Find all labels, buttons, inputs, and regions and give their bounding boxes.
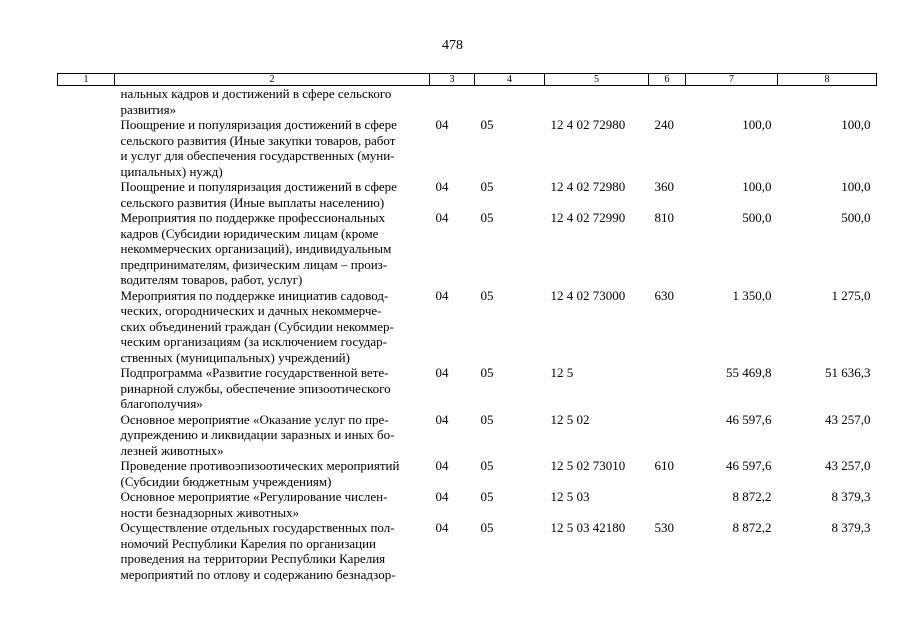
cell-amount-1: 8 872,2 bbox=[732, 520, 772, 535]
cell-subsection: 05 bbox=[480, 365, 494, 380]
cell-amount-2: 100,0 bbox=[841, 179, 871, 194]
cell-expense-type: 240 bbox=[654, 117, 674, 132]
cell-target-article: 12 5 02 bbox=[550, 411, 590, 427]
cell-expense-type bbox=[649, 365, 686, 412]
cell-amount-1: 1 350,0 bbox=[732, 287, 772, 303]
cell-description: Мероприятия по поддержке профессиональных кадров (Субсидии юридическим лицам (кроме некоммерческих организаций), индивидуальным предпринимателям, физическим лицам – произ- водителям товаров, работ, услуг) bbox=[120, 210, 392, 287]
cell-subsection: 05 bbox=[480, 117, 494, 132]
cell-description: Поощрение и популяризация достижений в сфере сельского развития (Иные закупки товаров, работ и услуг для обеспечения государственных (муни- ципальных) нужд) bbox=[120, 117, 397, 179]
cell-section: 04 bbox=[435, 287, 449, 303]
cell-target-article: 12 4 02 72980 bbox=[550, 117, 626, 132]
column-header-4: 4 bbox=[475, 74, 545, 86]
cell-target-article: 12 5 02 73010 bbox=[550, 458, 626, 473]
cell-target-article: 12 5 bbox=[550, 365, 574, 380]
cell-number bbox=[58, 117, 115, 179]
table-row bbox=[58, 489, 877, 520]
cell-description: Мероприятия по поддержке инициатив садовод- ческих, огороднических и дачных некоммерче- ских объединений граждан (Субсидии некоммер- ческим организациям (за исключением государ- ственных (муниципальных) учреждений) bbox=[120, 287, 394, 365]
cell-description: Осуществление отдельных государственных пол- номочий Республики Карелия по организации проведения на территории Республики Карелия мероприятий по отлову и содержанию безнадзор- bbox=[120, 520, 396, 582]
cell-subsection: 05 bbox=[480, 210, 494, 225]
table-row bbox=[58, 210, 877, 288]
cell-amount-2: 500,0 bbox=[841, 210, 871, 225]
column-header-8: 8 bbox=[778, 74, 877, 86]
cell-description: Основное мероприятие «Регулирование числен- ности безнадзорных животных» bbox=[120, 489, 388, 520]
cell-amount-2 bbox=[778, 86, 877, 118]
column-header-5: 5 bbox=[545, 74, 649, 86]
cell-expense-type bbox=[649, 489, 686, 520]
table-row bbox=[58, 365, 877, 412]
cell-amount-2: 8 379,3 bbox=[831, 520, 871, 535]
budget-table bbox=[57, 73, 877, 582]
cell-section: 04 bbox=[435, 117, 449, 132]
cell-amount-1: 55 469,8 bbox=[726, 365, 772, 380]
table-body bbox=[58, 86, 877, 583]
cell-expense-type: 630 bbox=[654, 287, 674, 303]
cell-number bbox=[58, 365, 115, 412]
cell-amount-2: 100,0 bbox=[841, 117, 871, 132]
cell-amount-2: 43 257,0 bbox=[825, 458, 871, 473]
cell-target-article: 12 4 02 73000 bbox=[550, 287, 626, 303]
cell-target-article: 12 4 02 72980 bbox=[550, 179, 626, 194]
table-row bbox=[58, 458, 877, 489]
cell-amount-1: 100,0 bbox=[742, 117, 772, 132]
table-row bbox=[58, 520, 877, 582]
cell-expense-type: 360 bbox=[654, 179, 674, 194]
cell-description: нальных кадров и достижений в сфере сельского развития» bbox=[120, 86, 392, 117]
cell-expense-type bbox=[649, 86, 686, 118]
cell-number bbox=[58, 412, 115, 459]
column-header-3: 3 bbox=[430, 74, 475, 86]
cell-section: 04 bbox=[435, 365, 449, 380]
cell-description: Подпрограмма «Развитие государственной вете- ринарной службы, обеспечение эпизоотического благополучия» bbox=[120, 365, 391, 411]
cell-subsection: 05 bbox=[480, 411, 494, 427]
cell-number bbox=[58, 210, 115, 288]
cell-subsection bbox=[475, 86, 545, 118]
cell-subsection: 05 bbox=[480, 287, 494, 303]
table-row bbox=[58, 179, 877, 210]
cell-number bbox=[58, 489, 115, 520]
column-header-2: 2 bbox=[115, 74, 430, 86]
cell-amount-1: 8 872,2 bbox=[732, 489, 772, 504]
column-header-7: 7 bbox=[686, 74, 778, 86]
cell-amount-2: 43 257,0 bbox=[825, 411, 871, 427]
cell-section: 04 bbox=[435, 411, 449, 427]
cell-subsection: 05 bbox=[480, 489, 494, 504]
cell-amount-1: 46 597,6 bbox=[726, 458, 772, 473]
cell-section: 04 bbox=[435, 179, 449, 194]
cell-number bbox=[58, 288, 115, 366]
page-number: 478 bbox=[442, 38, 463, 53]
cell-amount-2: 51 636,3 bbox=[825, 365, 871, 380]
table-row bbox=[58, 288, 877, 366]
cell-subsection: 05 bbox=[480, 520, 494, 535]
column-header-1: 1 bbox=[58, 74, 115, 86]
cell-subsection: 05 bbox=[480, 458, 494, 473]
cell-description: Поощрение и популяризация достижений в сфере сельского развития (Иные выплаты населению) bbox=[120, 179, 397, 210]
cell-section: 04 bbox=[435, 458, 449, 473]
cell-target-article: 12 5 03 42180 bbox=[550, 520, 626, 535]
cell-number bbox=[58, 179, 115, 210]
cell-expense-type bbox=[649, 412, 686, 459]
table-row bbox=[58, 117, 877, 179]
cell-expense-type: 610 bbox=[654, 458, 674, 473]
cell-amount-2: 1 275,0 bbox=[831, 287, 871, 303]
table-row bbox=[58, 412, 877, 459]
column-header-6: 6 bbox=[649, 74, 686, 86]
cell-amount-1: 46 597,6 bbox=[726, 411, 772, 427]
cell-amount-2: 8 379,3 bbox=[831, 489, 871, 504]
cell-target-article: 12 4 02 72990 bbox=[550, 210, 626, 225]
cell-section: 04 bbox=[435, 489, 449, 504]
cell-target-article bbox=[545, 86, 649, 118]
cell-description: Проведение противоэпизоотических мероприятий (Субсидии бюджетным учреждениям) bbox=[120, 458, 400, 489]
header-row bbox=[58, 74, 877, 86]
cell-number bbox=[58, 458, 115, 489]
table-row bbox=[58, 86, 877, 118]
cell-expense-type: 530 bbox=[654, 520, 674, 535]
cell-section bbox=[430, 86, 475, 118]
cell-section: 04 bbox=[435, 210, 449, 225]
cell-number bbox=[58, 86, 115, 118]
cell-section: 04 bbox=[435, 520, 449, 535]
cell-number bbox=[58, 520, 115, 582]
cell-target-article: 12 5 03 bbox=[550, 489, 590, 504]
cell-expense-type: 810 bbox=[654, 210, 674, 225]
cell-amount-1: 100,0 bbox=[742, 179, 772, 194]
cell-amount-1 bbox=[686, 86, 778, 118]
cell-subsection: 05 bbox=[480, 179, 494, 194]
cell-amount-1: 500,0 bbox=[742, 210, 772, 225]
cell-description: Основное мероприятие «Оказание услуг по пре- дупреждению и ликвидации заразных и иных бо- лезней животных» bbox=[120, 411, 395, 458]
